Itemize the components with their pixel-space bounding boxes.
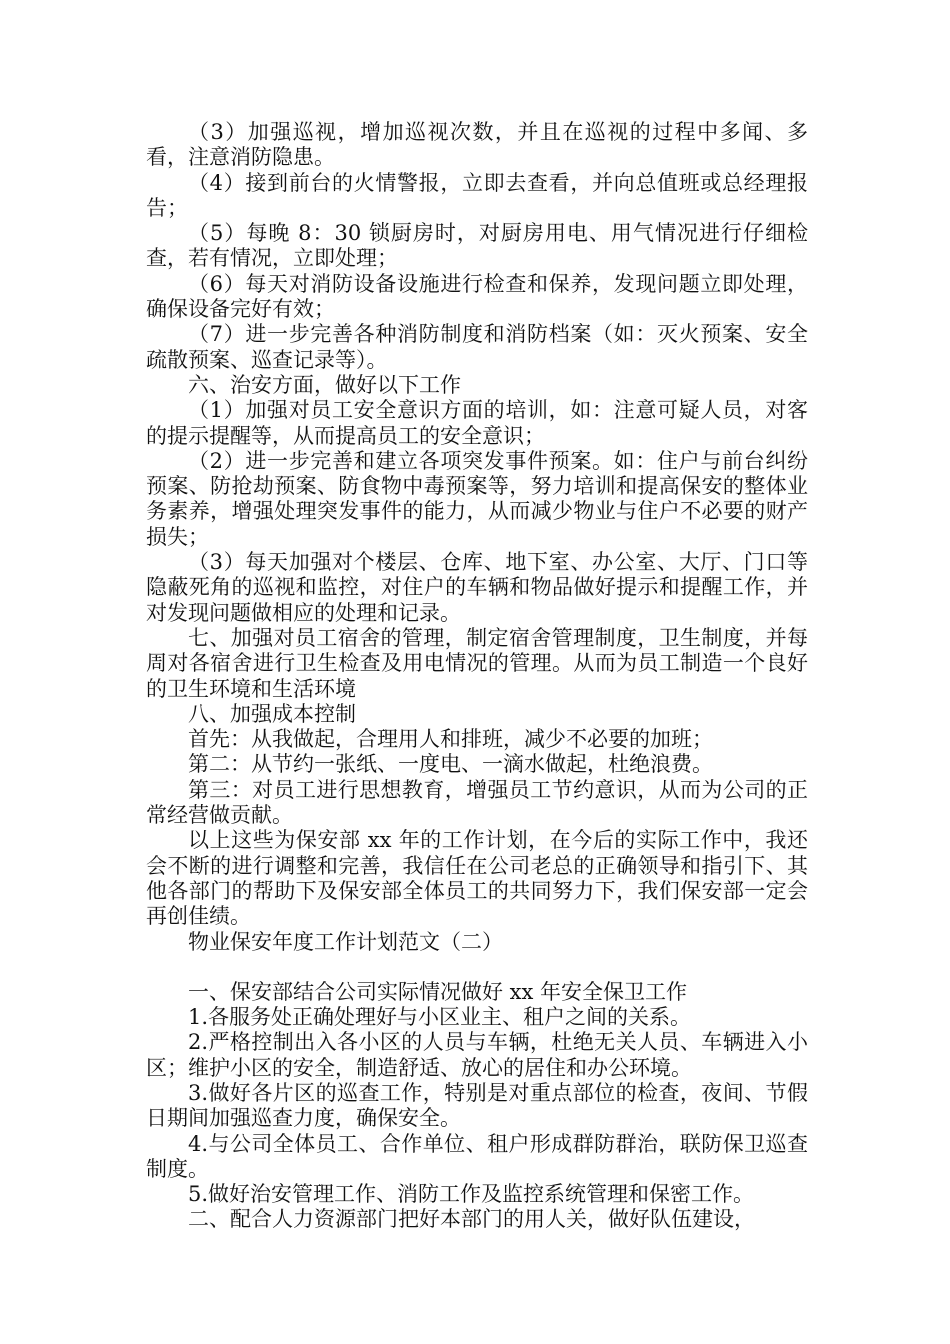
section-heading-security: 六、治安方面，做好以下工作 xyxy=(188,372,461,397)
paragraph-fire-6: （6）每天对消防设备设施进行检查和保养，发现问题立即处理，确保设备完好有效； xyxy=(146,271,808,322)
paragraph-security-3: （3）每天加强对个楼层、仓库、地下室、办公室、大厅、门口等隐蔽死角的巡视和监控，对住户的车辆和物品做好提示和提醒工作，并对发现问题做相应的处理和记录。 xyxy=(146,550,808,625)
list-item-4: 4.与公司全体员工、合作单位、租户形成群防群治，联防保卫巡查制度。 xyxy=(146,1131,808,1181)
paragraph-cost-second: 第二：从节约一张纸、一度电、一滴水做起，杜绝浪费。 xyxy=(188,752,713,777)
document-title-part-two: 物业保安年度工作计划范文（二） xyxy=(188,929,503,954)
paragraph-fire-3: （3）加强巡视，增加巡视次数，并且在巡视的过程中多闻、多看，注意消防隐患。 xyxy=(146,120,808,170)
paragraph-fire-5: （5）每晚 8：30 锁厨房时，对厨房用电、用气情况进行仔细检查，若有情况，立即处理； xyxy=(146,221,808,271)
list-item-2: 2.严格控制出入各小区的人员与车辆，杜绝无关人员、车辆进入小区；维护小区的安全，制造舒适、放心的居住和办公环境。 xyxy=(146,1030,808,1080)
list-item-5: 5.做好治安管理工作、消防工作及监控系统管理和保密工作。 xyxy=(188,1182,755,1207)
list-item-1: 1.各服务处正确处理好与小区业主、租户之间的关系。 xyxy=(188,1005,692,1030)
section-heading-one: 一、保安部结合公司实际情况做好 xx 年安全保卫工作 xyxy=(188,979,688,1004)
section-heading-cost-control: 八、加强成本控制 xyxy=(188,701,356,726)
paragraph-fire-4: （4）接到前台的火情警报，立即去查看，并向总值班或总经理报告； xyxy=(146,170,808,220)
list-item-3: 3.做好各片区的巡查工作，特别是对重点部位的检查，夜间、节假日期间加强巡查力度，确保安全。 xyxy=(146,1080,808,1131)
section-heading-two: 二、配合人力资源部门把好本部门的用人关，做好队伍建设， xyxy=(188,1207,755,1232)
paragraph-cost-first: 首先：从我做起，合理用人和排班，减少不必要的加班； xyxy=(188,727,713,752)
document-body xyxy=(146,120,808,1233)
paragraph-cost-third: 第三：对员工进行思想教育，增强员工节约意识，从而为公司的正常经营做贡献。 xyxy=(146,777,808,828)
paragraph-security-1: （1）加强对员工安全意识方面的培训，如：注意可疑人员，对客的提示提醒等，从而提高员工的安全意识； xyxy=(146,398,808,448)
paragraph-conclusion: 以上这些为保安部 xx 年的工作计划，在今后的实际工作中，我还会不断的进行调整和完善，我信任在公司老总的正确领导和指引下、其他各部门的帮助下及保安部全体员工的共同努力下，我们保安部一定会再创佳绩。 xyxy=(146,828,808,929)
paragraph-dormitory: 七、加强对员工宿舍的管理，制定宿舍管理制度，卫生制度，并每周对各宿舍进行卫生检查及用电情况的管理。从而为员工制造一个良好的卫生环境和生活环境 xyxy=(146,625,808,701)
paragraph-security-2: （2）进一步完善和建立各项突发事件预案。如：住户与前台纠纷预案、防抢劫预案、防食物中毒预案等，努力培训和提高保安的整体业务素养，增强处理突发事件的能力，从而减少物业与住户不必要的财产损失； xyxy=(146,448,808,549)
paragraph-fire-7: （7）进一步完善各种消防制度和消防档案（如：灭火预案、安全疏散预案、巡查记录等）。 xyxy=(146,322,808,372)
